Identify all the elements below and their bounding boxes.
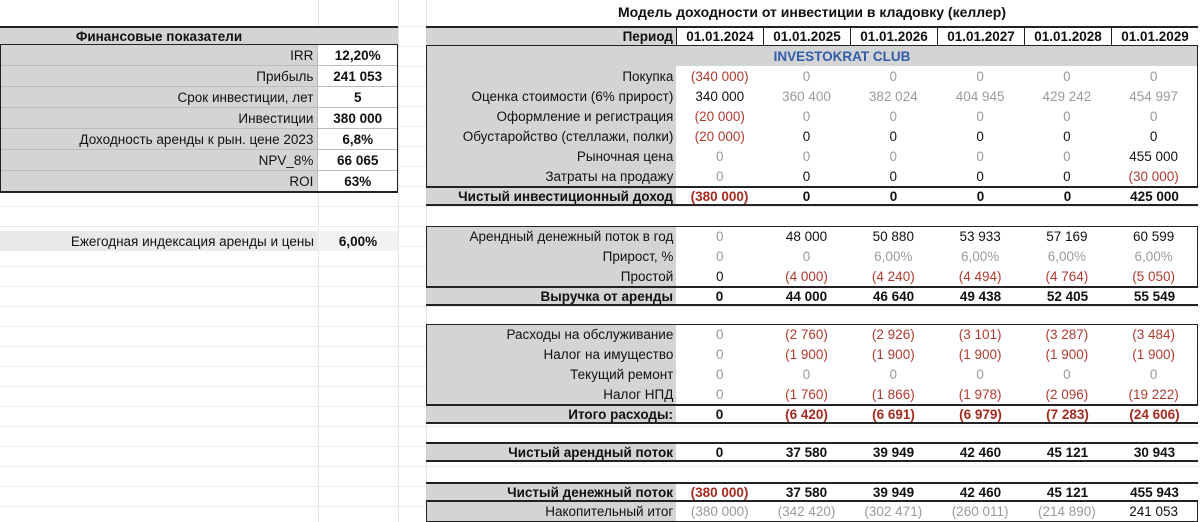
cell[interactable]: 340 000 <box>676 86 763 106</box>
cell[interactable]: (1 900) <box>1023 344 1110 364</box>
investment-row <box>426 166 1198 186</box>
row-label: Затраты на продажу <box>427 166 676 186</box>
indicator-label: Срок инвестиции, лет <box>1 87 317 107</box>
indicator-value[interactable]: 63% <box>317 171 397 191</box>
cell[interactable]: 0 <box>850 106 937 126</box>
cell[interactable]: 6,00% <box>850 246 937 266</box>
cell[interactable]: 0 <box>676 344 763 364</box>
investment-row <box>426 146 1198 166</box>
cell[interactable]: 6,00% <box>1023 246 1110 266</box>
cell[interactable]: 01.01.2025 <box>763 28 850 45</box>
cell[interactable]: 0 <box>763 66 850 86</box>
brand-label: INVESTOKRAT CLUB <box>427 46 1197 66</box>
cell[interactable]: 360 400 <box>763 86 850 106</box>
cell[interactable]: 0 <box>937 166 1024 186</box>
cell[interactable]: 42 460 <box>937 444 1024 460</box>
cell[interactable]: 6,00% <box>1110 246 1197 266</box>
cell[interactable]: (380 000) <box>676 188 763 204</box>
cell[interactable]: 44 000 <box>763 288 850 304</box>
cell[interactable]: 0 <box>937 66 1024 86</box>
investment-row <box>426 66 1198 86</box>
row-label: Итого расходы: <box>426 406 676 422</box>
cell[interactable]: 0 <box>850 166 937 186</box>
indicator-row <box>1 107 397 128</box>
cell[interactable]: 57 169 <box>1023 227 1110 246</box>
cell[interactable]: (7 283) <box>1024 406 1111 422</box>
period-header-row <box>426 26 1198 46</box>
rent-row <box>426 266 1198 286</box>
cell[interactable]: (19 222) <box>1110 384 1197 404</box>
cell[interactable]: (2 926) <box>850 325 937 344</box>
cell[interactable]: (3 287) <box>1023 325 1110 344</box>
row-label: Выручка от аренды <box>426 288 676 304</box>
expense-row <box>426 344 1198 364</box>
row-label: Чистый инвестиционный доход <box>426 188 676 204</box>
cell[interactable]: 0 <box>1110 106 1197 126</box>
cell[interactable]: 01.01.2029 <box>1111 28 1198 45</box>
cell[interactable]: 60 599 <box>1110 227 1197 246</box>
cell[interactable]: 455 943 <box>1111 484 1198 500</box>
model-title: Модель доходности от инвестиции в кладовку (келлер) <box>618 4 1006 20</box>
cell[interactable]: (6 420) <box>763 406 850 422</box>
cell[interactable]: (5 050) <box>1110 266 1197 286</box>
cell[interactable]: 0 <box>763 106 850 126</box>
indicator-row <box>1 86 397 107</box>
row-label: Оформление и регистрация <box>427 106 676 126</box>
cell[interactable]: 0 <box>1023 126 1110 146</box>
cell[interactable]: 55 549 <box>1111 288 1198 304</box>
indicator-label: ROI <box>1 171 317 191</box>
cell[interactable]: 429 242 <box>1023 86 1110 106</box>
indicator-value[interactable]: 380 000 <box>317 108 397 128</box>
cell[interactable]: (30 000) <box>1110 166 1197 186</box>
indicator-row <box>1 128 397 149</box>
cell[interactable]: (1 900) <box>1110 344 1197 364</box>
cell[interactable]: 0 <box>676 146 763 166</box>
indexation-label: Ежегодная индексация аренды и цены <box>0 231 318 251</box>
indicator-value[interactable]: 12,20% <box>317 45 397 65</box>
row-label: Накопительный итог <box>427 502 676 521</box>
financial-indicators-panel <box>0 26 398 249</box>
cell[interactable]: (1 900) <box>850 344 937 364</box>
cell[interactable]: 01.01.2028 <box>1024 28 1111 45</box>
row-label: Налог на имущество <box>427 344 676 364</box>
cumulative-row <box>426 502 1198 522</box>
cell[interactable]: (380 000) <box>676 484 763 500</box>
cell[interactable]: 0 <box>763 188 850 204</box>
cell[interactable]: 46 640 <box>850 288 937 304</box>
row-label: Текущий ремонт <box>427 364 676 384</box>
rent-row <box>426 246 1198 266</box>
cell[interactable]: 0 <box>676 325 763 344</box>
indicator-label: Прибыль <box>1 66 317 86</box>
cell[interactable]: 0 <box>1023 106 1110 126</box>
cell[interactable]: (20 000) <box>676 106 763 126</box>
cell[interactable]: 455 000 <box>1110 146 1197 166</box>
cell[interactable]: (302 471) <box>850 502 937 521</box>
cell[interactable]: 0 <box>763 126 850 146</box>
cell[interactable]: 0 <box>1023 66 1110 86</box>
cell[interactable]: 0 <box>1110 364 1197 384</box>
cell[interactable]: 382 024 <box>850 86 937 106</box>
expense-row <box>426 324 1198 344</box>
cell[interactable]: 0 <box>676 406 763 422</box>
cell[interactable]: 39 949 <box>850 444 937 460</box>
expense-row <box>426 364 1198 384</box>
grid-row-line <box>0 466 1200 467</box>
cell[interactable]: (1 900) <box>763 344 850 364</box>
row-label: Простой <box>427 266 676 286</box>
cell[interactable]: 0 <box>1023 166 1110 186</box>
rent-total-row <box>426 286 1198 306</box>
net-cash-row <box>426 482 1198 502</box>
cell[interactable]: (2 096) <box>1023 384 1110 404</box>
cell[interactable]: 0 <box>763 246 850 266</box>
indicator-label: IRR <box>1 45 317 65</box>
investment-row <box>426 106 1198 126</box>
row-label: Налог НПД <box>427 384 676 404</box>
indicator-value[interactable]: 6,8% <box>317 129 397 149</box>
cell[interactable]: 0 <box>676 444 763 460</box>
indicator-value[interactable]: 241 053 <box>317 66 397 86</box>
net-rent-row <box>426 442 1198 462</box>
indicator-row <box>1 45 397 65</box>
row-label: Рыночная цена <box>427 146 676 166</box>
investment-row <box>426 126 1198 146</box>
rent-row <box>426 226 1198 246</box>
cell[interactable]: 0 <box>937 106 1024 126</box>
cell[interactable]: 50 880 <box>850 227 937 246</box>
cell[interactable]: 01.01.2024 <box>676 28 763 45</box>
cell[interactable]: 0 <box>763 146 850 166</box>
cell[interactable]: 0 <box>1023 146 1110 166</box>
cell[interactable]: 30 943 <box>1111 444 1198 460</box>
row-label: Оценка стоимости (6% прирост) <box>427 86 676 106</box>
cell[interactable]: (2 760) <box>763 325 850 344</box>
indicator-label: NPV_8% <box>1 150 317 170</box>
cell[interactable]: 0 <box>937 146 1024 166</box>
indicator-row <box>1 65 397 86</box>
cell[interactable]: (340 000) <box>676 66 763 86</box>
grid-row-line <box>0 306 1200 307</box>
cell[interactable]: 0 <box>937 126 1024 146</box>
cell[interactable]: 45 121 <box>1024 444 1111 460</box>
indicator-row <box>1 149 397 170</box>
cell[interactable]: 0 <box>1024 188 1111 204</box>
cell[interactable]: 0 <box>850 66 937 86</box>
cell[interactable]: 49 438 <box>937 288 1024 304</box>
cell[interactable]: 0 <box>850 188 937 204</box>
row-label: Период <box>426 28 676 45</box>
cell[interactable]: 0 <box>676 364 763 384</box>
cell[interactable]: 0 <box>1110 126 1197 146</box>
indicator-label: Инвестиции <box>1 108 317 128</box>
cell[interactable]: 0 <box>850 126 937 146</box>
brand-row <box>426 46 1198 66</box>
cell[interactable]: (4 764) <box>1023 266 1110 286</box>
cell[interactable]: (4 240) <box>850 266 937 286</box>
cell[interactable]: 404 945 <box>937 86 1024 106</box>
cell[interactable]: 53 933 <box>937 227 1024 246</box>
indexation-row <box>0 231 398 251</box>
cell[interactable]: 0 <box>676 266 763 286</box>
cell[interactable]: (4 494) <box>937 266 1024 286</box>
cell[interactable]: 0 <box>676 227 763 246</box>
cell[interactable]: (260 011) <box>937 502 1024 521</box>
cell[interactable]: (24 606) <box>1111 406 1198 422</box>
cell[interactable]: 45 121 <box>1024 484 1111 500</box>
row-label: Арендный денежный поток в год <box>427 227 676 246</box>
row-label: Расходы на обслуживание <box>427 325 676 344</box>
cell[interactable]: 39 949 <box>850 484 937 500</box>
cell[interactable]: (342 420) <box>763 502 850 521</box>
row-label: Покупка <box>427 66 676 86</box>
cell[interactable]: 37 580 <box>763 484 850 500</box>
cell[interactable]: (1 978) <box>937 384 1024 404</box>
row-label: Обустаройство (стеллажи, полки) <box>427 126 676 146</box>
indicator-label: Доходность аренды к рын. цене 2023 <box>1 129 317 149</box>
cell[interactable]: 425 000 <box>1111 188 1198 204</box>
cell[interactable]: 48 000 <box>763 227 850 246</box>
financial-indicators-list <box>0 45 398 193</box>
cell[interactable]: 454 997 <box>1110 86 1197 106</box>
cell[interactable]: (1 900) <box>937 344 1024 364</box>
cell[interactable]: 37 580 <box>763 444 850 460</box>
cell[interactable]: (20 000) <box>676 126 763 146</box>
cell[interactable]: 0 <box>676 384 763 404</box>
cell[interactable]: 0 <box>1023 364 1110 384</box>
expense-total-row <box>426 404 1198 424</box>
cell[interactable]: 0 <box>850 364 937 384</box>
cell[interactable]: 0 <box>937 364 1024 384</box>
cell[interactable]: (6 979) <box>937 406 1024 422</box>
cell[interactable]: (380 000) <box>676 502 763 521</box>
net-investment-row <box>426 186 1198 206</box>
cell[interactable]: 42 460 <box>937 484 1024 500</box>
expense-row <box>426 384 1198 404</box>
cell[interactable]: (1 760) <box>763 384 850 404</box>
cell[interactable]: (214 890) <box>1023 502 1110 521</box>
cell[interactable]: 6,00% <box>937 246 1024 266</box>
cell[interactable]: (6 691) <box>850 406 937 422</box>
cell[interactable]: 0 <box>763 166 850 186</box>
grid-row-line <box>0 206 1200 207</box>
grid-column-line <box>398 0 399 522</box>
cell[interactable]: 0 <box>676 246 763 266</box>
indicator-row <box>1 170 397 191</box>
cell[interactable]: 241 053 <box>1110 502 1197 521</box>
cell[interactable]: 0 <box>850 146 937 166</box>
cell[interactable]: 0 <box>937 188 1024 204</box>
cell[interactable]: 0 <box>676 166 763 186</box>
row-label: Прирост, % <box>427 246 676 266</box>
financial-indicators-title: Финансовые показатели <box>0 26 398 45</box>
investment-row <box>426 86 1198 106</box>
indexation-value[interactable]: 6,00% <box>318 231 398 251</box>
cell[interactable]: 01.01.2027 <box>937 28 1024 45</box>
cell[interactable]: 0 <box>763 364 850 384</box>
indicator-value[interactable]: 5 <box>317 87 397 107</box>
row-label: Чистый арендный поток <box>426 444 676 460</box>
cell[interactable]: 01.01.2026 <box>850 28 937 45</box>
grid-row-line <box>0 426 1200 427</box>
cell[interactable]: (1 866) <box>850 384 937 404</box>
row-label: Чистый денежный поток <box>426 484 676 500</box>
cell[interactable]: 52 405 <box>1024 288 1111 304</box>
indicator-value[interactable]: 66 065 <box>317 150 397 170</box>
cell[interactable]: (3 484) <box>1110 325 1197 344</box>
cell[interactable]: (4 000) <box>763 266 850 286</box>
cell[interactable]: 0 <box>676 288 763 304</box>
cell[interactable]: (3 101) <box>937 325 1024 344</box>
cell[interactable]: 0 <box>1110 66 1197 86</box>
